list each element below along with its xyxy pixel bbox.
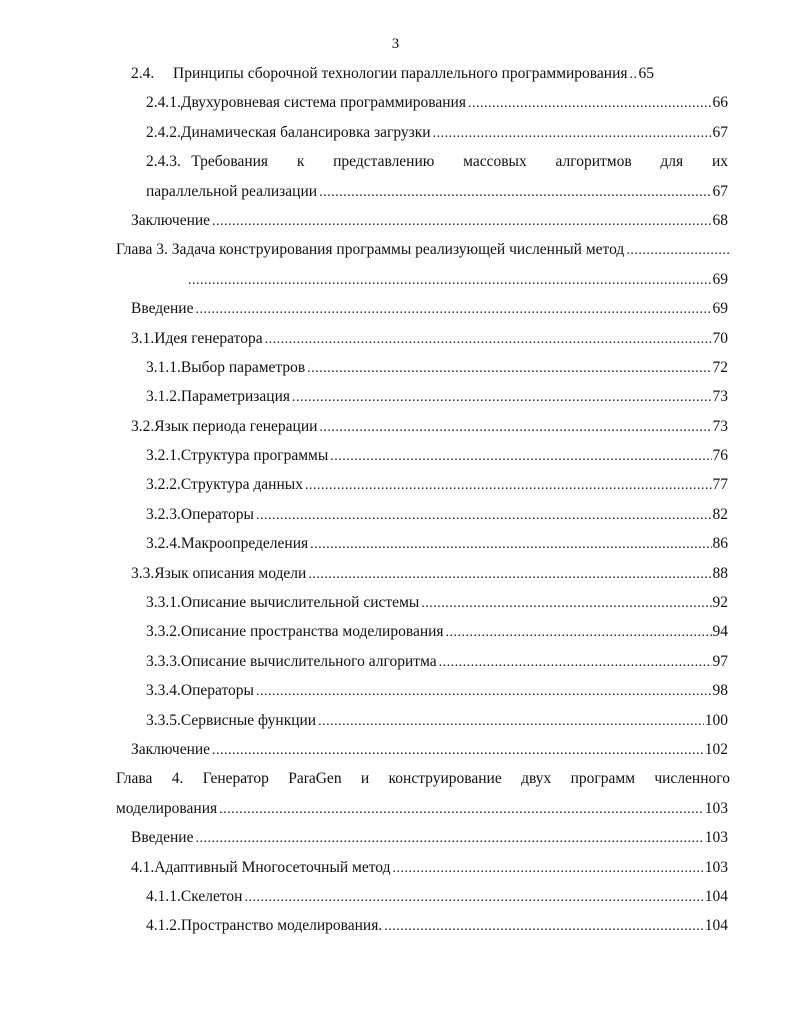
toc-entry-number: 3.3. [131,564,155,582]
toc-entry-title: Принципы сборочной технологии параллельного программирования [173,65,628,82]
toc-entry-number: 3.2. [131,417,155,435]
toc-entry-page: 77 [712,476,728,494]
toc-entry-title: Описание пространства моделирования [180,623,444,641]
toc-dot-leader [256,682,712,702]
toc-dot-leader [307,359,711,379]
toc-entry-number: 4.1. [131,858,155,876]
toc-dot-leader [219,800,704,820]
toc-dot-leader [212,212,711,232]
toc-entry-title: Введение [131,300,194,318]
toc-entry-number: 2.4.3. [146,153,181,171]
toc-entry-page: 69 [712,300,728,318]
toc-entry-page: 76 [712,447,728,465]
toc-entry [0,60,791,89]
toc-entry-title: Язык описания модели [154,564,307,582]
toc-entry-title: Пространство моделирования. [180,917,383,935]
toc-entry-page: 67 [712,182,728,200]
toc-chapter-title-line2: моделирования [116,799,218,817]
toc-entry [0,824,791,853]
toc-entry-number: 3.3.4. [146,682,181,700]
toc-entry-page: 98 [712,682,728,700]
toc-entry-page: 68 [712,211,728,229]
toc-entry [0,736,791,765]
toc-entry-page: 103 [704,858,728,876]
toc-entry-title: Операторы [180,505,254,523]
toc-dot-leader [212,741,704,761]
toc-entry [0,560,791,589]
toc-entry-number: 3.3.5. [146,711,181,729]
toc-entry [0,89,791,118]
toc-entry-page: 102 [704,740,728,758]
page-number: 3 [391,36,400,52]
toc-entry-title: Идея генератора [154,329,263,347]
toc-entry-title: Макроопределения [180,535,309,553]
toc-entry-continuation [0,266,791,295]
toc-entry-title: Структура данных [180,476,303,494]
toc-dot-leader [319,418,711,438]
toc-entry-page: 104 [704,887,728,905]
toc-entry-title: Описание вычислительной системы [180,594,420,612]
toc-dot-leader [630,65,638,85]
toc-entry-title: Двухуровневая система программирования [180,94,466,112]
toc-entry [0,471,791,500]
toc-dot-leader [446,623,712,643]
toc-entry [0,618,791,647]
toc-entry [0,501,791,530]
toc-chapter-title: Глава 3. Задача конструирования программы реализующей численный метод [116,241,625,259]
toc-entry-title: Введение [131,829,194,847]
toc-entry-continuation [0,178,791,207]
toc-entry-page: 67 [712,123,728,141]
toc-entry [0,589,791,618]
toc-entry-number: 3.1. [131,329,155,347]
toc-dot-leader [439,653,712,673]
toc-entry [0,207,791,236]
toc-dot-leader [308,565,711,585]
toc-entry-number: 3.2.3. [146,505,181,523]
toc-entry [0,354,791,383]
toc-entry-title-line1: Требования к представлению массовых алгоритмов для их [191,153,728,171]
toc-entry-page: 72 [712,358,728,376]
toc-entry-title: Параметризация [180,388,290,406]
toc-dot-leader [244,888,703,908]
toc-dot-leader [265,330,712,350]
toc-entry-page: 94 [712,623,728,641]
toc-entry [0,707,791,736]
toc-entry-title: Описание вычислительного алгоритма [180,652,437,670]
toc-entry [0,912,791,941]
toc-entry-title: Операторы [180,682,254,700]
toc-entry-number: 2.4. [131,65,155,82]
toc-entry-number: 2.4.2. [146,123,181,141]
toc-entry-number: 3.2.4. [146,535,181,553]
toc-entry-number: 3.1.1. [146,358,181,376]
toc-entry [0,854,791,883]
toc-entry-title: Язык периода генерации [154,417,318,435]
toc-dot-leader [305,476,712,496]
toc-dot-leader [188,271,712,291]
toc-entry-page: 103 [704,829,728,847]
toc-dot-leader [292,388,712,408]
toc-entry [0,119,791,148]
toc-chapter-entry [0,236,791,265]
toc-chapter-title-line1: Глава 4. Генератор ParaGen и конструирование двух программ численного [116,770,730,788]
toc-entry-number: 2.4.1. [146,94,181,112]
toc-chapter-entry [0,765,791,794]
toc-entry [0,648,791,677]
toc-entry-title: Адаптивный Многосеточный метод [154,858,391,876]
toc-entry-number: 4.1.1. [146,887,181,905]
toc-entry [0,413,791,442]
toc-entry [0,677,791,706]
toc-entry [0,530,791,559]
toc-entry [0,883,791,912]
toc-dot-leader [421,594,711,614]
toc-entry-title: Динамическая балансировка загрузки [180,123,431,141]
toc-dot-leader [393,859,704,879]
toc-entry [0,148,791,177]
toc-entry-page: 104 [704,917,728,935]
toc-dot-leader [195,829,703,849]
toc-dot-leader [433,124,712,144]
toc-entry-page: 103 [704,799,728,817]
toc-entry-page: 97 [712,652,728,670]
toc-entry [0,383,791,412]
toc-entry-page: 70 [712,329,728,347]
toc-dot-leader [310,535,711,555]
toc-entry [0,442,791,471]
toc-dot-leader [256,506,712,526]
toc-dot-leader [626,241,729,261]
toc-entry-page: 73 [712,417,728,435]
toc-entry-title: Структура программы [180,447,329,465]
toc-dot-leader [330,447,711,467]
toc-entry [0,325,791,354]
toc-dot-leader [318,712,704,732]
toc-dot-leader [384,917,704,937]
toc-entry-page: 69 [712,270,728,288]
toc-entry-title-line2: параллельной реализации [146,182,318,200]
toc-entry-page: 73 [712,388,728,406]
toc-entry-title: Сервисные функции [180,711,317,729]
toc-entry-title: Заключение [131,211,211,229]
toc-dot-leader [195,300,711,320]
toc-entry-number: 3.1.2. [146,388,181,406]
toc-entry-number: 3.2.2. [146,476,181,494]
toc-entry-page: 88 [712,564,728,582]
toc-entry-number: 4.1.2. [146,917,181,935]
toc-entry-page: 65 [638,65,655,82]
toc-entry-number: 3.2.1. [146,447,181,465]
toc-dot-leader [468,94,712,114]
toc-entry-page: 86 [712,535,728,553]
toc-entry-title: Выбор параметров [180,358,306,376]
toc-entry-title: Скелетон [180,887,243,905]
toc-dot-leader [319,183,711,203]
toc-entry-page: 92 [712,594,728,612]
table-of-contents [0,60,791,942]
toc-entry-title: Заключение [131,740,211,758]
toc-entry [0,295,791,324]
toc-entry-continuation [0,795,791,824]
toc-entry-page: 82 [712,505,728,523]
toc-entry-number: 3.3.3. [146,652,181,670]
toc-entry-page: 100 [704,711,728,729]
toc-entry-page: 66 [712,94,728,112]
toc-entry-number: 3.3.1. [146,594,181,612]
toc-entry-number: 3.3.2. [146,623,181,641]
